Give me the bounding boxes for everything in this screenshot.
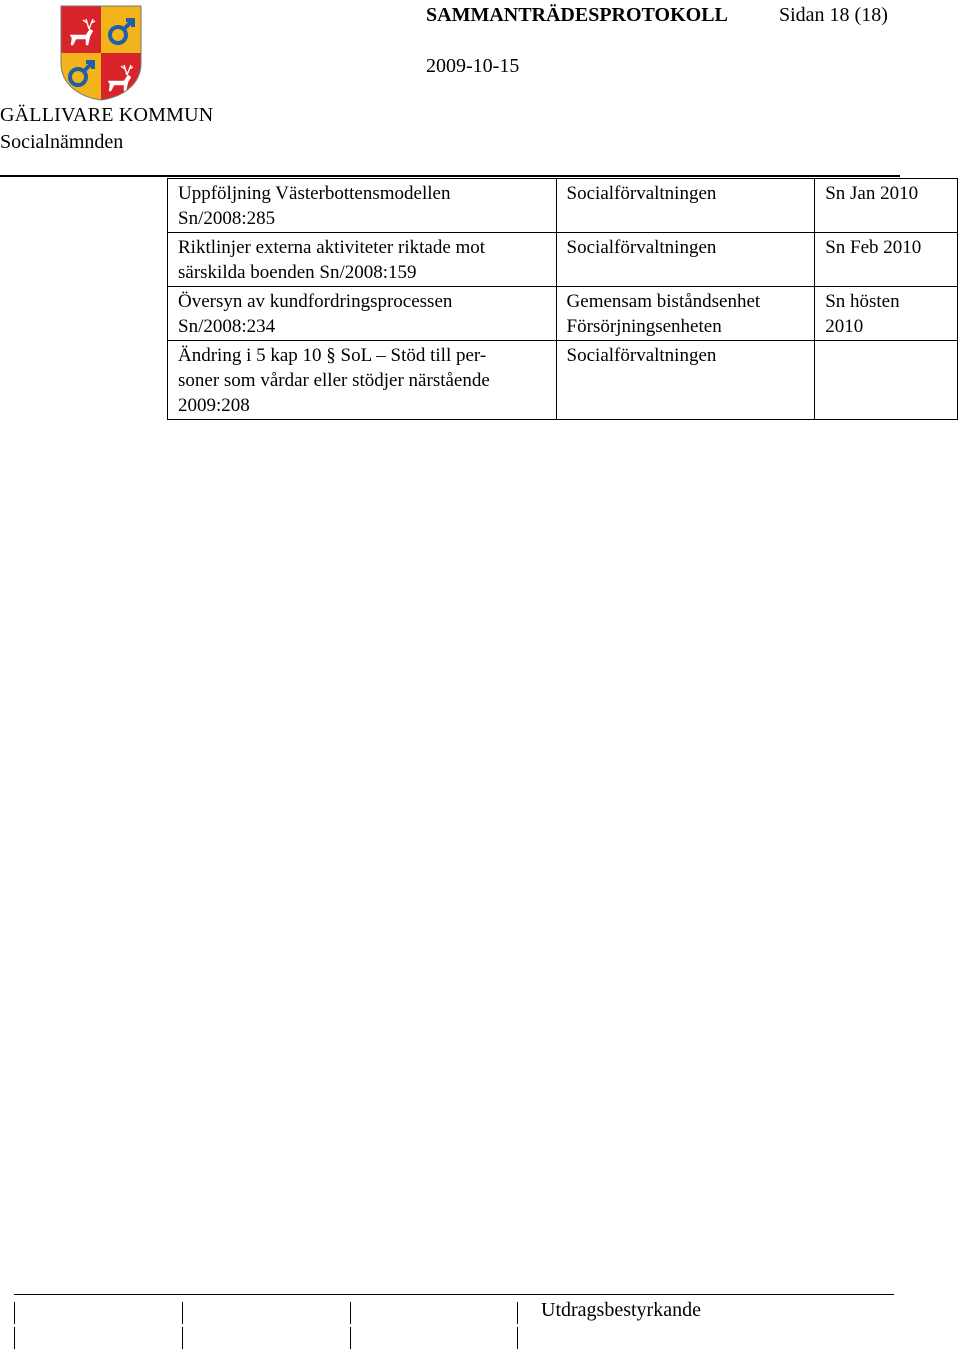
responsible-cell — [556, 341, 815, 420]
table-row — [168, 233, 958, 287]
footer-divider — [14, 1294, 894, 1295]
signature-box-divider — [182, 1302, 183, 1324]
timing-cell — [815, 179, 958, 233]
responsible-cell — [556, 233, 815, 287]
cell-line: soner som vårdar eller stödjer närstående — [178, 370, 490, 391]
document-title: SAMMANTRÄDESPROTOKOLL — [426, 4, 728, 26]
timing-cell — [815, 287, 958, 341]
signature-box-divider — [517, 1327, 518, 1349]
signature-box-divider — [517, 1302, 518, 1324]
table-row — [168, 287, 958, 341]
item-cell — [168, 341, 557, 420]
header-divider — [0, 175, 900, 177]
table-row — [168, 341, 958, 420]
timing-cell — [815, 341, 958, 420]
followup-table — [167, 178, 958, 420]
responsible-cell — [556, 179, 815, 233]
cell-line: 2010 — [825, 316, 864, 337]
cell-line: 2009:208 — [178, 395, 250, 416]
page-number: Sidan 18 (18) — [779, 4, 888, 26]
cell-line: Uppföljning Västerbottensmodellen — [178, 183, 451, 204]
cell-line: Ändring i 5 kap 10 § SoL – Stöd till per- — [178, 345, 487, 366]
organization-name: GÄLLIVARE KOMMUN — [0, 104, 214, 126]
cell-line: Socialförvaltningen — [566, 345, 717, 366]
cell-line: Sn Feb 2010 — [825, 237, 922, 258]
cell-line: Sn/2008:234 — [178, 316, 276, 337]
responsible-cell — [556, 287, 815, 341]
certification-label: Utdragsbestyrkande — [541, 1299, 701, 1321]
signature-box-divider — [182, 1327, 183, 1349]
cell-line: särskilda boenden Sn/2008:159 — [178, 262, 417, 283]
table-row — [168, 179, 958, 233]
cell-line: Översyn av kundfordringsprocessen — [178, 291, 453, 312]
signature-box-divider — [14, 1327, 15, 1349]
cell-line: Riktlinjer externa aktiviteter riktade mot — [178, 237, 486, 258]
cell-line: Sn hösten — [825, 291, 900, 312]
department-name: Socialnämnden — [0, 131, 124, 153]
signature-box-divider — [350, 1302, 351, 1324]
item-cell — [168, 179, 557, 233]
cell-line: Socialförvaltningen — [566, 183, 717, 204]
meeting-date: 2009-10-15 — [426, 55, 520, 77]
item-cell — [168, 233, 557, 287]
signature-box-divider — [14, 1302, 15, 1324]
timing-cell — [815, 233, 958, 287]
coat-of-arms-icon — [60, 5, 142, 101]
item-cell — [168, 287, 557, 341]
cell-line: Sn Jan 2010 — [825, 183, 919, 204]
signature-box-divider — [350, 1327, 351, 1349]
cell-line: Gemensam biståndsenhet — [566, 291, 761, 312]
cell-line: Försörjningsenheten — [566, 316, 722, 337]
cell-line: Sn/2008:285 — [178, 208, 276, 229]
cell-line: Socialförvaltningen — [566, 237, 717, 258]
